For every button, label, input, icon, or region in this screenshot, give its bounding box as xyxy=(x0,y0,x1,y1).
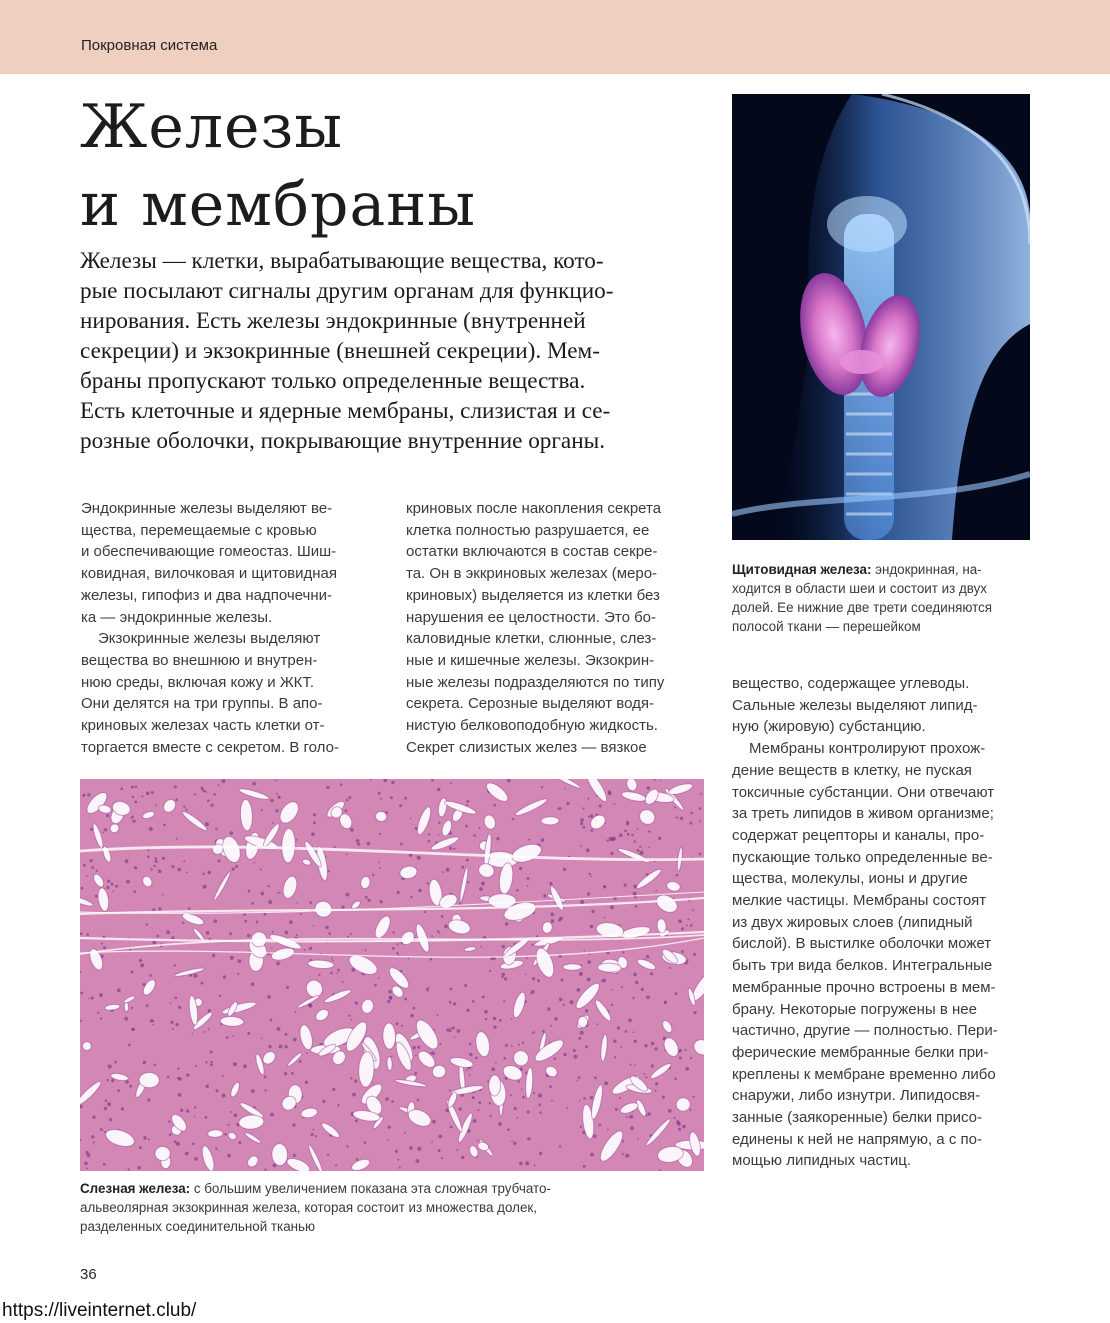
body-line: из двух жировых слоев (липидный xyxy=(732,913,973,931)
lead-line: Есть клеточные и ядерные мембраны, слизистая и се- xyxy=(80,398,611,424)
lead-line: нирования. Есть железы эндокринные (внутренней xyxy=(80,308,586,334)
body-line: вещества во внешнюю и внутрен- xyxy=(81,651,318,669)
body-line: снаружи, либо изнутри. Липидосвя- xyxy=(732,1087,981,1105)
body-line: нистую белковоподобную жидкость. xyxy=(406,717,658,735)
lead-line: секреции) и экзокринные (внешней секреции). Мем- xyxy=(80,338,600,364)
body-line: ферические мембранные белки при- xyxy=(732,1043,989,1061)
body-line: криновых) выделяется из клетки без xyxy=(406,586,660,604)
caption-line: альвеолярная экзокринная железа, которая состоит из множества долек, xyxy=(80,1200,537,1215)
body-line: остатки включаются в состав секре- xyxy=(406,543,658,561)
body-line: криновых после накопления секрета xyxy=(406,500,662,517)
body-line: железы, гипофиз и два надпочечни- xyxy=(81,586,332,604)
body-line: Экзокринные железы выделяют xyxy=(98,630,321,648)
lead-line: браны пропускают только определенные вещества. xyxy=(80,368,586,394)
body-line: ные железы подразделяются по типу xyxy=(406,673,665,691)
body-line: бислой). В выстилке оболочки может xyxy=(732,935,992,953)
caption-line: долей. Ее нижние две трети соединяются xyxy=(732,600,993,615)
body-line: ка — эндокринные железы. xyxy=(81,608,273,626)
body-line: занные (заякоренные) белки присо- xyxy=(732,1109,983,1127)
body-line: мембранные прочно встроены в мем- xyxy=(732,978,996,996)
body-line: частично, другие — полностью. Пери- xyxy=(732,1022,998,1040)
body-line: токсичные субстанции. Они отвечают xyxy=(732,783,995,801)
body-line: ную (жировую) субстанцию. xyxy=(732,718,926,736)
body-line: креплены к мембране временно либо xyxy=(732,1065,996,1083)
body-line: криновых железах часть клетки от- xyxy=(81,717,325,735)
body-line: дение веществ в клетку, не пуская xyxy=(732,761,972,779)
body-line: быть три вида белков. Интегральные xyxy=(732,957,993,975)
lacrimal-gland-micrograph xyxy=(80,779,704,1171)
page-title xyxy=(80,88,476,244)
body-line: Секрет слизистых желез — вязкое xyxy=(406,738,647,756)
body-line: клетка полностью разрушается, ее xyxy=(406,521,650,539)
body-line: и обеспечивающие гомеостаз. Шиш- xyxy=(81,543,337,561)
body-column-3 xyxy=(732,673,1032,1172)
body-line: мощью липидных частиц. xyxy=(732,1152,912,1170)
caption-text: эндокринная, на- xyxy=(871,562,982,577)
body-line: каловидные клетки, слюнные, слез- xyxy=(406,630,657,648)
lead-line: Железы — клетки, вырабатывающие вещества, кото- xyxy=(80,248,604,274)
caption-line: ходится в области шеи и состоит из двух xyxy=(732,581,987,596)
body-line: Мембраны контролируют прохож- xyxy=(749,740,986,758)
page-number: 36 xyxy=(80,1266,97,1283)
body-line: ные и кишечные железы. Экзокрин- xyxy=(406,651,655,669)
lead-line: рые посылают сигналы другим органам для функцио- xyxy=(80,278,614,304)
body-line: нюю среды, включая кожу и ЖКТ. xyxy=(81,673,315,691)
body-line: за треть липидов в живом организме; xyxy=(732,805,994,823)
body-line: Эндокринные железы выделяют ве- xyxy=(81,500,333,517)
caption-label: Щитовидная железа: xyxy=(732,562,872,577)
body-line: мелкие частицы. Мембраны состоят xyxy=(732,892,987,910)
body-line: Сальные железы выделяют липид- xyxy=(732,696,978,714)
caption-line xyxy=(732,560,1032,579)
body-line: щества, перемещаемые с кровью xyxy=(81,521,317,539)
thyroid-illustration xyxy=(732,94,1030,540)
gland-caption xyxy=(80,1179,640,1236)
body-line: пускающие только определенные ве- xyxy=(732,848,993,866)
thyroid-caption xyxy=(732,560,1032,636)
body-line: щества, молекулы, ионы и другие xyxy=(732,870,968,888)
caption-label: Слезная железа: xyxy=(80,1181,191,1196)
body-line: вещество, содержащее углеводы. xyxy=(732,675,970,692)
body-line: секрета. Серозные выделяют водя- xyxy=(406,695,654,713)
title-line-1: Железы xyxy=(80,92,344,162)
caption-line xyxy=(80,1179,640,1198)
body-line: единены к ней не напрямую, а с по- xyxy=(732,1130,982,1148)
body-line: ковидная, вилочковая и щитовидная xyxy=(81,565,338,583)
body-line: торгается вместе с секретом. В голо- xyxy=(81,738,339,756)
body-column-2 xyxy=(406,498,706,758)
section-label: Покровная система xyxy=(81,37,218,54)
lead-line: розные оболочки, покрывающие внутренние органы. xyxy=(80,428,605,454)
caption-text: с большим увеличением показана эта сложная трубчато- xyxy=(190,1181,551,1196)
body-line: содержат рецепторы и каналы, про- xyxy=(732,826,985,844)
body-line: нарушения ее целостности. Это бо- xyxy=(406,608,657,626)
lead-paragraph xyxy=(80,246,690,456)
caption-line: полосой ткани — перешейком xyxy=(732,619,921,634)
title-line-2: и мембраны xyxy=(80,170,476,240)
body-line: та. Он в эккриновых железах (меро- xyxy=(406,565,658,583)
body-line: Они делятся на три группы. В апо- xyxy=(81,695,323,713)
caption-line: разделенных соединительной тканью xyxy=(80,1219,316,1234)
body-line: брану. Некоторые погружены в нее xyxy=(732,1000,977,1018)
body-column-1 xyxy=(81,498,371,758)
watermark-url: https://liveinternet.club/ xyxy=(0,1300,200,1322)
